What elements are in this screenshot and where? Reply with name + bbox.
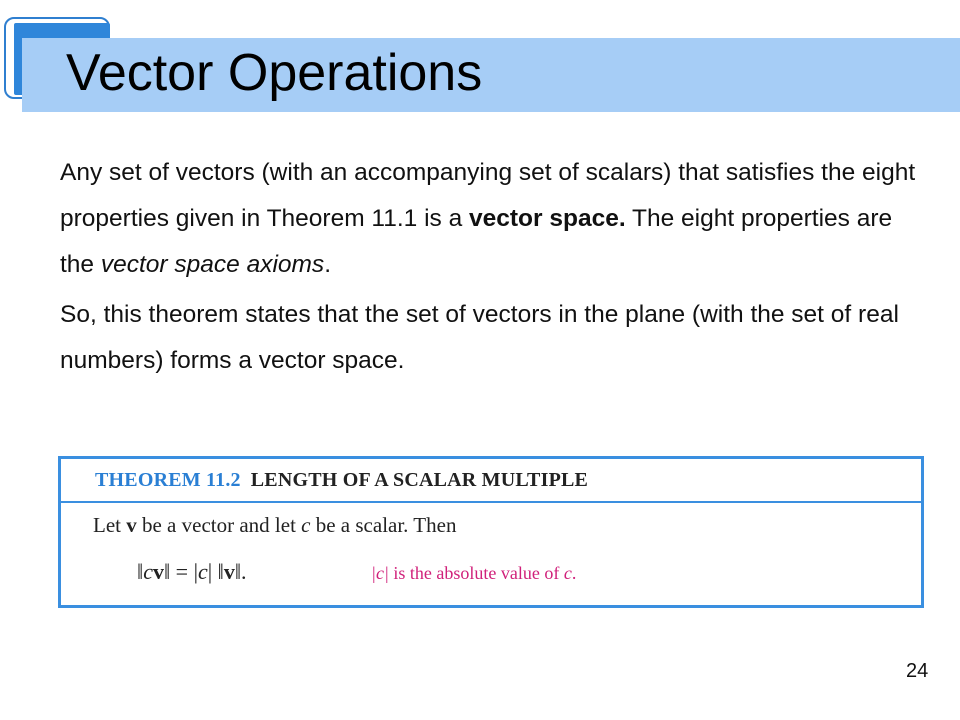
term-vector-space: vector space. bbox=[469, 205, 626, 232]
slide-title: Vector Operations bbox=[66, 44, 483, 102]
term-axioms: vector space axioms bbox=[100, 251, 325, 278]
theorem-statement: Let v be a vector and let c be a scalar. Then bbox=[93, 513, 457, 537]
paragraph-theorem-statement: So, this theorem states that the set of vectors in the plane (with the set of real numbers) forms a vector space. bbox=[60, 301, 899, 374]
theorem-number: THEOREM 11.2 bbox=[95, 469, 241, 491]
theorem-name: LENGTH OF A SCALAR MULTIPLE bbox=[250, 469, 589, 491]
page-number: 24 bbox=[906, 660, 929, 682]
theorem-header bbox=[61, 459, 921, 503]
paragraph-vector-space: Any set of vectors (with an accompanying set of scalars) that satisfies the eight properties given in Theorem 11.1 is a vector space. The eight properties are the vector space axioms. bbox=[60, 159, 916, 278]
theorem-box bbox=[58, 456, 924, 608]
theorem-margin-note: |c| is the absolute value of c. bbox=[371, 563, 577, 583]
theorem-formula: ‖cv‖ = |c| ‖v‖. bbox=[137, 559, 247, 584]
body-text bbox=[60, 150, 920, 388]
